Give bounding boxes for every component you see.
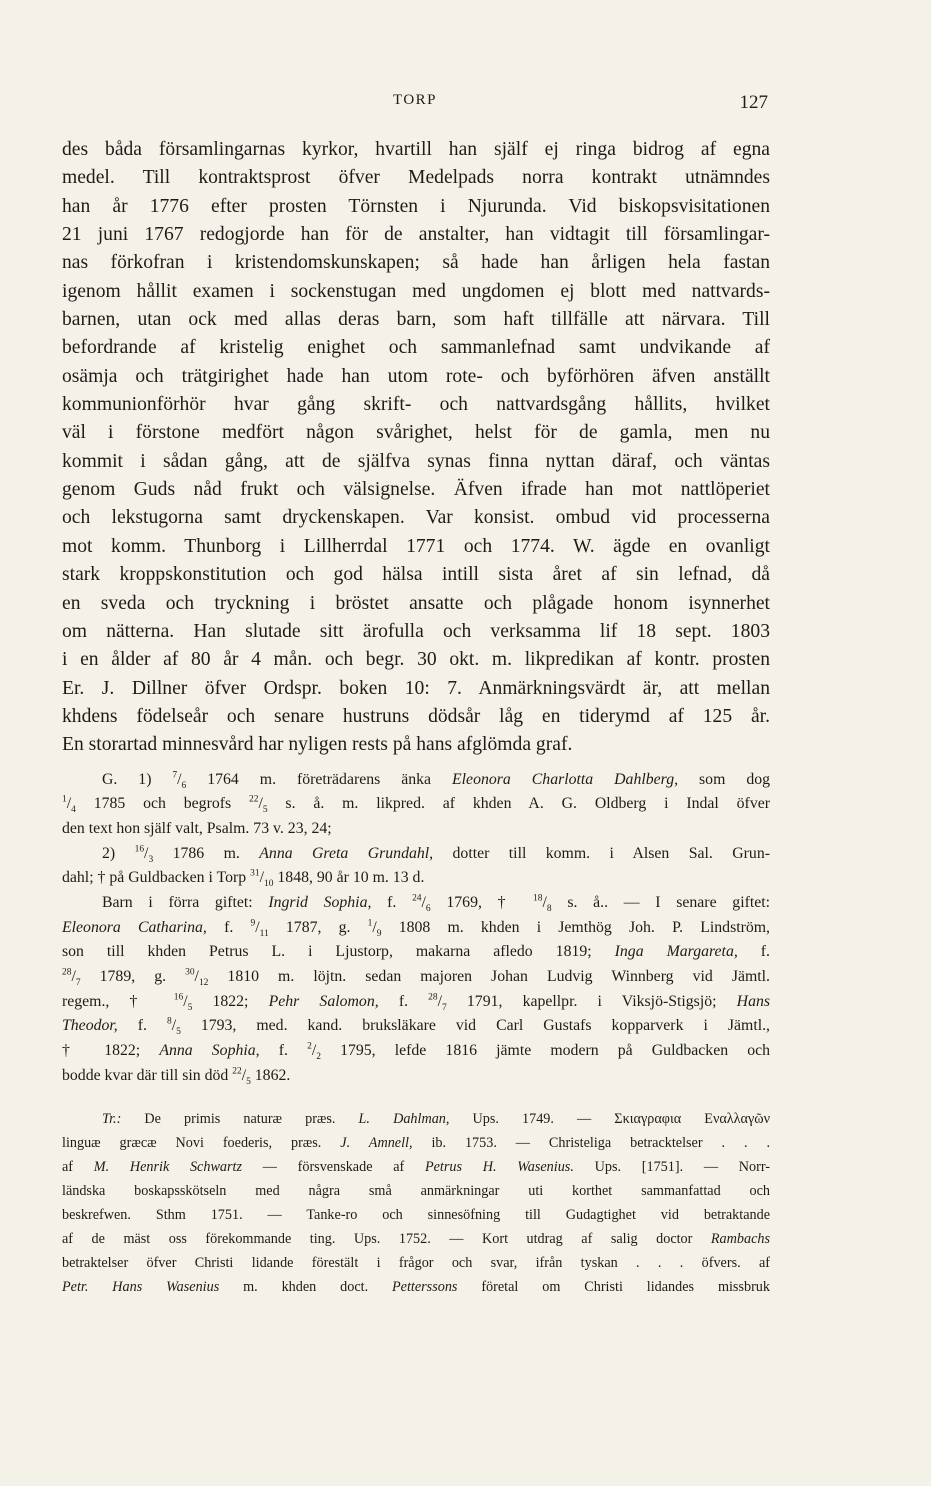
date-day: 9 [250, 918, 256, 929]
text-segment: 1787, g. [268, 918, 368, 936]
genealogy-line: $^{28}/_7$ 1789, g. $^{30}/_{12}$ 1810 m. löjtn. sedan majoren Johan Ludvig Winnberg vid Jämtl. [62, 967, 770, 989]
text-segment: Ups. [1751]. — Norr- [573, 1158, 770, 1175]
main-line: befordrande af kristelig enighet och sammanlefnad samt undvikande af [62, 337, 770, 359]
text-segment: son till khden Petrus L. i Ljustorp, makarna afledo 1819; [62, 943, 615, 961]
main-line: han år 1776 efter prosten Törnsten i Njurunda. Vid biskopsvisitationen [62, 195, 770, 217]
text-segment: 1791, kapellpr. i Viksjö-Stigsjö; [446, 992, 737, 1010]
main-line: medel. Till kontraktsprost öfver Medelpads norra kontrakt utnämndes [62, 167, 770, 189]
text-segment: af de mäst oss förekommande ting. Ups. 1752. — Kort utdrag af salig doctor [62, 1230, 711, 1247]
text-segment: † 1822; [62, 1042, 160, 1060]
main-line: Er. J. Dillner öfver Ordspr. boken 10: 7. Anmärkningsvärdt är, att mellan [62, 677, 770, 699]
running-title: TORP [392, 92, 438, 108]
date-day: 28 [62, 967, 72, 978]
date-day: 2 [307, 1041, 312, 1052]
date-day: 22 [248, 794, 259, 805]
date-month: 4 [71, 805, 76, 816]
text-segment: som dog [678, 770, 771, 788]
text-segment: s. å. m. likpred. af khden A. G. Oldberg i Indal öfver [267, 795, 770, 813]
date-day: 30 [185, 967, 195, 978]
author-name: Petr. Hans Wasenius [62, 1279, 220, 1296]
writings-line [62, 1131, 770, 1155]
main-line: och lekstugorna samt dryckenskapen. Var konsist. ombud vid processerna [62, 507, 770, 529]
text-segment: 1769, † [430, 894, 534, 911]
text-segment: 1795, lefde 1816 jämte modern på Guldbacken och [320, 1042, 771, 1060]
text-segment: f. [206, 918, 251, 936]
date-month: 9 [376, 928, 382, 939]
person-name: Pehr Salomon, [268, 992, 379, 1010]
person-name: Anna Greta Grundahl, [259, 844, 434, 862]
author-name: J. Amnell, [340, 1134, 413, 1151]
text-segment: 1810 m. löjtn. sedan majoren Johan Ludvig Winnberg vid Jämtl. [208, 968, 770, 986]
genealogy-line: Barn i förra giftet: Ingrid Sophia, f. $^{24}/_6$ 1769, † $^{18}/_8$ s. å.. — I senare giftet: [102, 893, 771, 915]
genealogy-line: G. 1) $^7/_6$ 1764 m. företrädarens änka Eleonora Charlotta Dahlberg, som dog [102, 770, 771, 791]
date-month: 6 [181, 780, 187, 791]
person-name: Hans [736, 992, 771, 1010]
text-segment: af [62, 1158, 94, 1175]
date-day: 16 [173, 992, 184, 1003]
text-segment: dotter till komm. i Alsen Sal. Grun- [433, 844, 770, 862]
date-month: 3 [148, 854, 154, 865]
genealogy-line: dahl; † på Guldbacken i Torp $^{31}/_{10}$ 1848, 90 år 10 m. 13 d. [62, 869, 425, 890]
author-name: L. Dahlman, [358, 1110, 450, 1127]
text-segment: 1793, med. kand. bruksläkare vid Carl Gustafs kopparverk i Jämtl., [180, 1017, 770, 1035]
genealogy-line [62, 940, 770, 965]
genealogy-line: bodde kvar där till sin död $^{22}/_5$ 1862. [62, 1066, 291, 1087]
date-day: 7 [172, 770, 178, 781]
genealogy-line: Theodor, f. $^8/_5$ 1793, med. kand. bruksläkare vid Carl Gustafs kopparverk i Jämtl., [62, 1017, 770, 1038]
date-month: 7 [75, 978, 81, 989]
main-paragraph [62, 136, 770, 760]
person-name: Eleonora Catharina, [62, 918, 207, 936]
writings-line [62, 1227, 770, 1251]
main-line: kommunionförhör hvar gång skrift- och nattvardsgång hållits, hvilket [62, 394, 770, 416]
genealogy-line: regem., † $^{16}/_5$ 1822; Pehr Salomon, f. $^{28}/_7$ 1791, kapellpr. i Viksjö-Stigsjö; Hans [62, 992, 771, 1013]
date-month: 5 [187, 1002, 193, 1013]
main-line: stark kroppskonstitution och god hälsa intill sista året af sin lefnad, då [62, 564, 770, 586]
genealogy-line: $^1/_4$ 1785 och begrofs $^{22}/_5$ s. å. m. likpred. af khden A. G. Oldberg i Indal öfver [62, 794, 770, 816]
main-line: des båda församlingarnas kyrkor, hvartill han själf ej ringa bidrog af egna [62, 139, 770, 160]
date-month: 5 [176, 1027, 181, 1038]
text-segment: 2) [102, 844, 135, 862]
main-line: väl i förstone medfört någon svårighet, helst för de gamla, men nu [62, 422, 770, 444]
text-segment: 1764 m. företrädarens änka [186, 770, 453, 788]
date-month: 8 [546, 904, 552, 915]
text-segment: 1808 m. khden i Jemthög Joh. P. Lindström, [381, 918, 770, 936]
author-name: M. Henrik Schwartz [93, 1158, 242, 1175]
person-name: Eleonora Charlotta Dahlberg, [452, 770, 679, 788]
date-day: 22 [232, 1066, 242, 1077]
main-line: en sveda och tryckning i bröstet ansatte och plågade honom isynnerhet [62, 592, 770, 614]
date-month: 11 [259, 928, 269, 939]
date-month: 10 [263, 879, 274, 890]
main-line: khdens födelseår och senare hustruns dödsår låg en tiderymd af 125 år. [62, 705, 770, 727]
date-month: 2 [316, 1052, 321, 1063]
date-day: 31 [250, 869, 260, 880]
author-name: Petterssons [392, 1279, 458, 1296]
page-number: 127 [739, 92, 768, 113]
text-segment: regem., † [62, 992, 174, 1010]
date-day: 1 [367, 918, 373, 929]
writings-label: Tr.: [102, 1110, 122, 1127]
person-name: Inga Margareta, [614, 943, 738, 961]
text-segment: f. [737, 943, 770, 961]
date-day: 24 [412, 893, 422, 904]
genealogy-section [62, 768, 770, 1089]
writings-line [62, 1155, 770, 1179]
main-line: kommit i sådan gång, att de själfva synas finna nyttan däraf, och väntas [62, 450, 770, 472]
author-name: Rambachs [710, 1230, 770, 1247]
main-line: igenom hållit examen i sockenstugan med ungdomen ej blott med nattvards- [62, 280, 770, 302]
text-segment: m. khden doct. [219, 1279, 393, 1296]
text-segment: Ups. 1749. — Σκιαγραφια Εναλλαγῶν [449, 1110, 771, 1127]
text-segment: ib. 1753. — Christeliga betracktelser . . . [412, 1134, 770, 1151]
main-line: mot komm. Thunborg i Lillherrdal 1771 och 1774. W. ägde en ovanligt [62, 535, 770, 557]
page-header [62, 92, 768, 116]
main-line: nas förkofran i kristendomskunskapen; så hade han årligen hela fastan [62, 252, 770, 274]
date-day: 8 [166, 1017, 172, 1028]
date-day: 1 [62, 794, 67, 805]
date-month: 12 [198, 978, 209, 989]
date-month: 6 [425, 904, 431, 915]
text-segment: 1785 och begrofs [75, 795, 249, 813]
text-segment: 1789, g. [80, 968, 186, 986]
writings-line [62, 1275, 770, 1299]
genealogy-line: † 1822; Anna Sophia, f. $^2/_2$ 1795, lefde 1816 jämte modern på Guldbacken och [62, 1041, 771, 1063]
text-segment: Barn i förra giftet: [102, 894, 269, 911]
person-name: Theodor, [62, 1017, 118, 1035]
text-segment: dahl; † på Guldbacken i Torp [62, 869, 251, 887]
writings-line: beskrefwen. Sthm 1751. — Tanke-ro och sinnesöfning till Gudagtighet vid betraktande [62, 1206, 770, 1223]
author-name: Petrus H. Wasenius. [424, 1158, 574, 1175]
writings-line [62, 1107, 770, 1131]
text-segment: 1822; [192, 992, 269, 1010]
main-line: osämja och trätgirighet hade han utom rote- och byförhören äfven anställt [62, 365, 770, 387]
genealogy-line: 2) $^{16}/_3$ 1786 m. Anna Greta Grundahl, dotter till komm. i Alsen Sal. Grun- [102, 844, 770, 865]
text-segment: De primis naturæ præs. [121, 1110, 359, 1127]
text-segment: f. [378, 992, 429, 1010]
genealogy-line: Eleonora Catharina, f. $^9/_{11}$ 1787, g. $^1/_9$ 1808 m. khden i Jemthög Joh. P. Lindström, [62, 918, 770, 939]
main-line: genom Guds nåd frukt och välsignelse. Äfven ifrade han mot nattlöperiet [62, 479, 770, 501]
text-segment: 1862. [250, 1066, 291, 1084]
text-segment: f. [117, 1017, 167, 1035]
date-month: 7 [442, 1002, 447, 1013]
text-segment: f. [371, 894, 413, 911]
main-line: barnen, utan ock med allas deras barn, som haft tillfälle att närvara. Till [62, 309, 770, 331]
person-name: Ingrid Sophia, [268, 894, 372, 911]
main-line: om nätterna. Han slutade sitt ärofulla och verksamma lif 18 sept. 1803 [62, 620, 770, 642]
main-line: 21 juni 1767 redogjorde han för de anstalter, han vidtagit till församlingar- [62, 224, 770, 246]
writings-section [62, 1107, 770, 1300]
date-month: 5 [246, 1076, 251, 1087]
text-segment: f. [259, 1042, 308, 1060]
date-month: 5 [262, 805, 268, 816]
text-segment: — försvenskade af [242, 1158, 425, 1175]
main-line: i en ålder af 80 år 4 mån. och begr. 30 okt. m. likpredikan af kontr. prosten [62, 649, 770, 671]
text-segment: 1786 m. [153, 844, 260, 862]
main-line: En storartad minnesvård har nyligen rests på hans afglömda graf. [62, 734, 573, 756]
person-name: Anna Sophia, [159, 1042, 260, 1060]
text-segment: linguæ græcæ Novi foederis, præs. [62, 1134, 341, 1151]
date-day: 18 [533, 893, 543, 904]
date-day: 28 [428, 992, 438, 1003]
genealogy-line: den text hon själf valt, Psalm. 73 v. 23, 24; [62, 819, 332, 837]
text-segment: s. å.. — I senare giftet: [551, 894, 771, 911]
date-day: 16 [134, 844, 145, 855]
body-text [62, 136, 770, 1299]
text-segment: företal om Christi lidandes missbruk [457, 1279, 770, 1296]
text-segment: 1848, 90 år 10 m. 13 d. [273, 869, 425, 887]
text-segment: bodde kvar där till sin död [62, 1066, 233, 1084]
writings-line: ländska boskapsskötseln med några små anmärkningar uti korthet sammanfattad och [62, 1182, 770, 1199]
writings-line: betraktelser öfver Christi lidande förestält i frågor och svar, ifrån tyskan . . . öfvers. af [62, 1255, 770, 1272]
text-segment: G. 1) [102, 770, 173, 788]
